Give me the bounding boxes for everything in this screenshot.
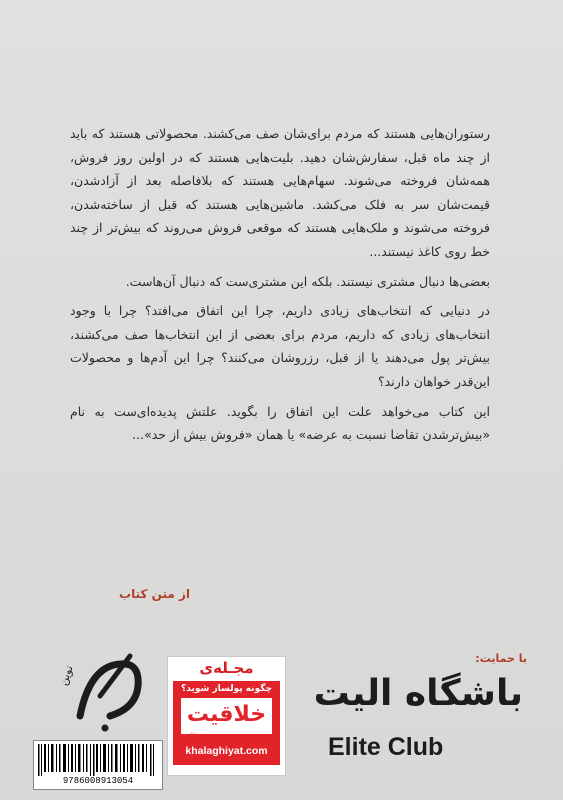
paragraph-1: رستوران‌هایی هستند که مردم برای‌شان صف می‌کشند. محصولاتی هستند که باید از چند ماه قبل، سفارش‌شان دهید. بلیت‌هایی هستند که در اولین روز فروش، همه‌شان فروخته می‌شوند. سهام‌هایی هستند که بلافاصله بعد از آزادشدن، قیمت‌شان سر به فلک می‌کشد. ماشین‌هایی هستند که قبل از ساخته‌شدن، فروخته می‌شوند و ملک‌هایی هستند که موقعی فروش می‌روند که بیش‌تر از چند خط روی کاغذ نیستند... [70, 126, 490, 259]
paragraph-4: این کتاب می‌خواهد علت این اتفاق را بگوید. علتش پدیده‌ای‌ست به نام «بیش‌ترشدن تقاضا نسبت به عرضه» یا همان «فروش بیش از حد»... [70, 403, 490, 443]
magazine-banner [173, 681, 280, 765]
barcode [33, 740, 163, 790]
source-label: از متن کتاب [119, 587, 190, 601]
magazine-title: مجـله‌ی [199, 659, 254, 677]
club-name-fa: باشگاه الیت [313, 673, 523, 714]
magazine-question: چگونه پولساز شوید؟ [181, 684, 272, 694]
magazine-logo [167, 656, 286, 776]
magazine-url: khalaghiyat.com [185, 745, 268, 757]
paragraph-3: در دنیایی که انتخاب‌های زیادی داریم، چرا این اتفاق می‌افتد؟ چرا با وجود انتخاب‌های زیادی که داریم، مردم برای بعضی از این انتخاب‌ها صف می‌کشند، بیش‌تر پول می‌دهند یا از قبل، رزروشان می‌کنند؟ چرا این آدم‌ها و محصولات این‌قدر خواهان دارند؟ [70, 303, 490, 389]
publisher-logo-small: نوین [56, 663, 76, 688]
barcode-number: 9786008913054 [62, 776, 134, 786]
barcode-bars [38, 744, 158, 776]
magazine-brand: خلاقیت [181, 698, 272, 734]
magazine-brand-small: نشر [185, 730, 198, 738]
blurb-text [70, 122, 490, 453]
publisher-logo [56, 646, 160, 736]
sponsor-label: با حمایت: [475, 652, 527, 665]
club-name-en: Elite Club [328, 733, 444, 761]
paragraph-2: بعضی‌ها دنبال مشتری نیستند. بلکه این مشتری‌ست که دنبال آن‌هاست. [125, 273, 490, 289]
